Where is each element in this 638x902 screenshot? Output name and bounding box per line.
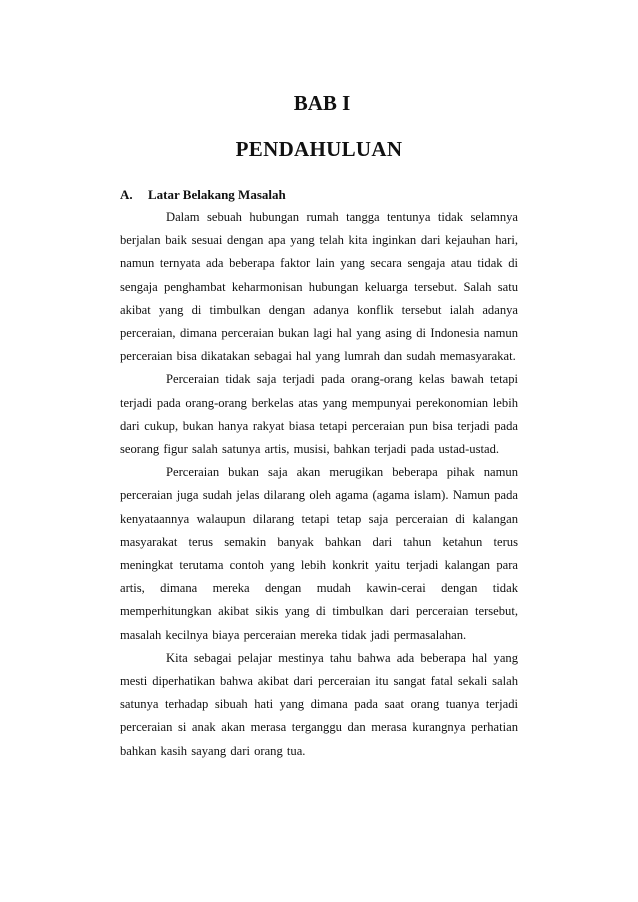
chapter-title: PENDAHULUAN [235,137,403,161]
body-text [120,206,518,763]
section-title: Latar Belakang Masalah [148,187,286,202]
paragraph-3: Perceraian bukan saja akan merugikan beberapa pihak namun perceraian juga sudah jelas dilarang oleh agama (agama islam). Namun pada kenyataannya walaupun dilarang tetapi tetap saja perceraian di kalangan masyarakat terus semakin banyak bahkan dari tahun ketahun terus meningkat terutama contoh yang lebih konkrit yaitu terjadi kalangan para artis, dimana mereka dengan mudah kawin-cerai dengan tidak memperhitungkan akibat sikis yang di timbulkan dari perceraian tersebut, masalah kecilnya biaya perceraian mereka tidak jadi permasalahan. [120,465,518,642]
paragraph-1: Dalam sebuah hubungan rumah tangga tentunya tidak selamnya berjalan baik sesuai dengan apa yang telah kita inginkan dari kejauhan hari, namun ternyata ada beberapa faktor lain yang secara sengaja atau tidak di sengaja penghambat keharmonisan hubungan keluarga tersebut. Salah satu akibat yang di timbulkan dengan adanya konflik tersebut ialah adanya perceraian, dimana perceraian bukan lagi hal yang asing di Indonesia namun perceraian bisa dikatakan sebagai hal yang lumrah dan sudah memasyarakat. [120,210,518,364]
chapter-number: BAB I [293,91,351,115]
section-heading [120,187,286,203]
paragraph-4: Kita sebagai pelajar mestinya tahu bahwa ada beberapa hal yang mesti diperhatikan bahwa akibat dari perceraian itu sangat fatal sekali salah satunya terhadap sibuah hati yang dimana pada saat orang tuanya terjadi perceraian si anak akan merasa terganggu dan merasa kurangnya perhatian bahkan kasih sayang dari orang tua. [120,650,518,758]
paragraph-2: Perceraian tidak saja terjadi pada orang-orang kelas bawah tetapi terjadi pada orang-orang berkelas atas yang mempunyai perekonomian lebih dari cukup, bukan hanya rakyat biasa tetapi perceraian pun bisa terjadi pada seorang figur salah satunya artis, musisi, bahkan terjadi pada ustad-ustad. [120,372,518,457]
section-letter: A. [120,187,133,202]
